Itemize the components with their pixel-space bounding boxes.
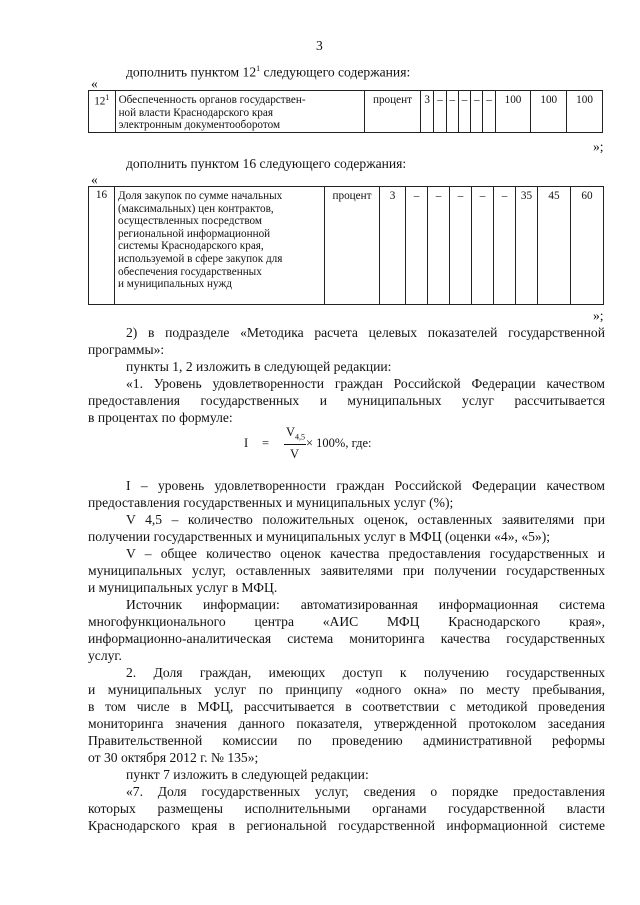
points-1-2: пункты 1, 2 изложить в следующей редакции: — [126, 359, 392, 374]
def-v45-line-2: получении государственных и муниципальных услуг в МФЦ (оценки «4», «5»); — [88, 529, 551, 544]
row-number: 16 — [89, 187, 115, 305]
source-line-1: Источник информации: автоматизированная информационная система — [126, 597, 605, 612]
row-dash: – — [446, 91, 458, 133]
formula-denominator: V — [290, 447, 300, 461]
p2-line-6: от 30 октября 2012 г. № 135»; — [88, 750, 259, 765]
def-i-line-1: I – уровень удовлетворенности граждан Российской Федерации качеством — [126, 478, 605, 493]
p2-line-2: и муниципальных услуг по принципу «одного окна» по месту пребывания, — [88, 682, 605, 697]
fraction-bar — [284, 444, 306, 445]
source-line-4: услуг. — [88, 648, 122, 663]
p2-line-3: в том числе в МФЦ, рассчитывается в соответствии с методикой проведения — [88, 699, 605, 714]
formula-tail: × 100%, где: — [306, 436, 372, 450]
intro-12-1-pre: дополнить пунктом 12 — [126, 64, 257, 80]
row-status: 3 — [380, 187, 406, 305]
row-unit: процент — [364, 91, 420, 133]
intro-16: дополнить пунктом 16 следующего содержания: — [126, 156, 407, 171]
row-unit: процент — [325, 187, 380, 305]
page-number: 3 — [316, 38, 323, 53]
row-dash: – — [406, 187, 428, 305]
intro-12-1-sup: 1 — [256, 64, 261, 73]
formula-lhs: I — [244, 436, 249, 450]
p1-line-1: «1. Уровень удовлетворенности граждан Российской Федерации качеством — [126, 376, 605, 391]
point-7: пункт 7 изложить в следующей редакции: — [126, 767, 369, 782]
p1-line-2: предоставления государственных и муниципальных услуг рассчитывается — [88, 393, 605, 408]
row-value: 45 — [538, 187, 571, 305]
p2-line-1: 2. Доля граждан, имеющих доступ к получению государственных — [126, 665, 605, 680]
row-description: Обеспеченность органов государствен- ной власти Краснодарского края электронным документооборотом — [115, 91, 364, 133]
row-value: 100 — [495, 91, 531, 133]
p7-line-1: «7. Доля государственных услуг, сведения о порядке предоставления — [126, 784, 605, 799]
p7-line-3: Краснодарского края в региональной государственной информационной системе — [88, 818, 605, 833]
formula-eq: = — [262, 436, 270, 450]
close-quote-2: »; — [593, 308, 604, 323]
row-dash: – — [483, 91, 495, 133]
row-dash: – — [428, 187, 450, 305]
row-dash: – — [458, 91, 470, 133]
row-value: 60 — [571, 187, 604, 305]
p2-line-4: мониторинга значения данного показателя, утвержденной протоколом заседания — [88, 716, 605, 731]
def-i-line-2: предоставления государственных и муниципальных услуг (%); — [88, 495, 454, 510]
table-row-12-1 — [88, 90, 603, 133]
source-line-3: информационно-аналитическая система мониторинга качества государственных — [88, 631, 605, 646]
def-v-line-2: муниципальных услуг, оставленных заявителями при получении государственных — [88, 563, 605, 578]
row-dash: – — [471, 91, 483, 133]
formula-numerator: $V_{4,5}$ — [286, 425, 306, 442]
formula — [244, 425, 404, 465]
row-description: Доля закупок по сумме начальных (максимальных) цен контрактов, осуществленных посредством региональной информационной системы Краснодарского края, используемой в сфере закупок для обеспечения государственных и муниципальных нужд — [115, 187, 325, 305]
p7-line-2: которых размещены исполнительными органами государственной власти — [88, 801, 605, 816]
row-value: 35 — [516, 187, 538, 305]
row-dash: – — [450, 187, 472, 305]
p1-line-3: в процентах по формуле: — [88, 410, 233, 425]
intro-12-1-post: следующего содержания: — [260, 64, 411, 80]
def-v45-line-1: V 4,5 – количество положительных оценок, оставленных заявителями при — [126, 512, 605, 527]
open-quote-2: « — [91, 172, 98, 187]
row-dash: – — [434, 91, 446, 133]
row-number: $12^1$ — [89, 91, 116, 133]
section-2-line-1: 2) в подразделе «Методика расчета целевых показателей государственной — [126, 325, 605, 340]
def-v-line-1: V – общее количество оценок качества предоставления государственных и — [126, 546, 605, 561]
intro-12-1 — [126, 60, 410, 81]
close-quote-1: »; — [593, 139, 604, 154]
section-2-line-2: программы»: — [88, 342, 165, 357]
def-v-line-3: и муниципальных услуг в МФЦ. — [88, 580, 278, 595]
source-line-2: многофункционального центра «АИС МФЦ Краснодарского края», — [88, 614, 605, 629]
row-status: 3 — [421, 91, 434, 133]
row-value: 100 — [567, 91, 603, 133]
table-row-16 — [88, 186, 604, 305]
row-dash: – — [472, 187, 494, 305]
row-value: 100 — [531, 91, 567, 133]
p2-line-5: Правительственной комиссии по проведению административной реформы — [88, 733, 605, 748]
row-dash: – — [494, 187, 516, 305]
open-quote-1: « — [91, 76, 98, 91]
